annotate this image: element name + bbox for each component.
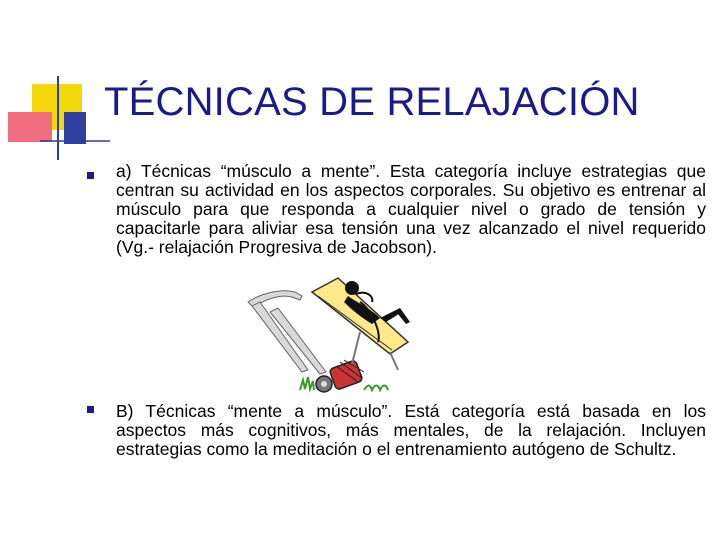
slide-title: TÉCNICAS DE RELAJACIÓN xyxy=(104,80,640,124)
pink-square xyxy=(8,112,52,142)
bullet-text-2: B) Técnicas “mente a músculo”. Está categoría está basada en los aspectos más cognitivos, más mentales, de la relajación. Incluyen estrategias como la meditación o el entrenamiento autógeno de Schultz. xyxy=(116,401,706,459)
person-relaxing-lawnmower-icon xyxy=(240,272,415,402)
decorative-corner-graphic xyxy=(0,0,110,170)
bullet-marker-1 xyxy=(87,172,94,179)
bullet-marker-2 xyxy=(87,406,94,413)
blue-square xyxy=(64,112,86,144)
bullet-text-1: a) Técnicas “músculo a mente”. Esta categoría incluye estrategias que centran su actividad en los aspectos corporales. Su objetivo es entrenar al músculo para que responda a cualquier nivel o grado de tensión y capacitarle para aliviar esa tensión una vez alcanzado el nivel requerido (Vg.- relajación Progresiva de Jacobson). xyxy=(116,161,706,257)
